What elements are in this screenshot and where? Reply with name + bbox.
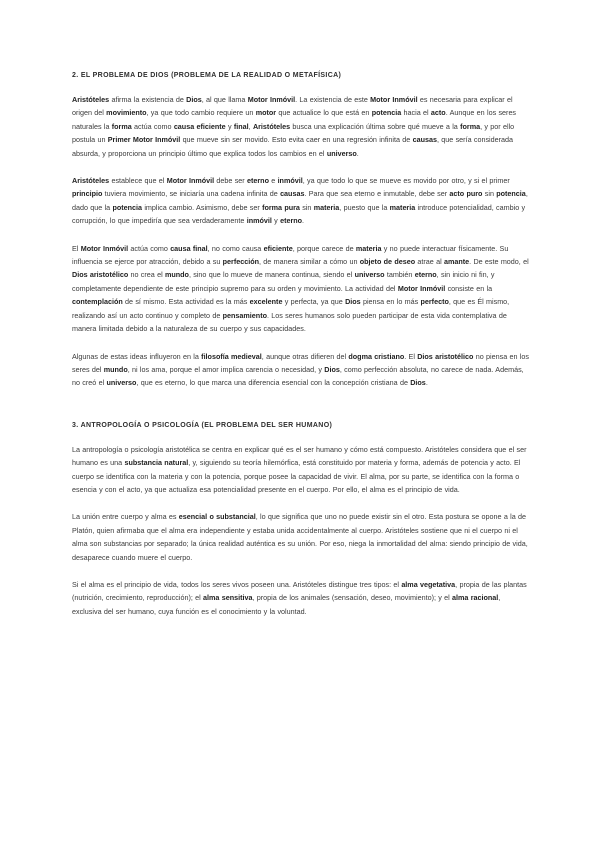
bold-term: Dios <box>186 95 202 104</box>
bold-term: universo <box>326 148 357 158</box>
section-3-heading: 3. ANTROPOLOGÍA O PSICOLOGÍA (EL PROBLEMA DEL SER HUMANO) <box>72 421 333 429</box>
bold-term: causas <box>412 135 437 145</box>
bold-term: perfección <box>222 257 259 267</box>
section-3-paragraph-1: La antropología o psicología aristotélica se centra en explicar qué es el ser humano y cómo está compuesto. Aristóteles considera que el ser humano es una substancia natural, y, siguiendo su teoría hilemórfica, está constituido por materia y forma, además de potencia y acto. El cuerpo se identifica con la materia y con la potencia, porque posee la capacidad de vivir. El alma, por su parte, se identifica con la forma o esencia y con el acto, ya que actualiza esa potencialidad presente en el cuerpo. Por ello, el alma es el principio de vida. <box>72 444 527 494</box>
bold-term: Aristóteles <box>72 176 110 186</box>
section-2-heading: 2. EL PROBLEMA DE DIOS (PROBLEMA DE LA REALIDAD O METAFÍSICA) <box>72 72 342 79</box>
bold-term: eterno <box>280 216 303 226</box>
bold-term: Dios aristotélico <box>72 270 129 280</box>
bold-term: eterno <box>247 176 269 186</box>
section-3-paragraph-3: Si el alma es el principio de vida, todos los seres vivos poseen una. Aristóteles distingue tres tipos: el alma vegetativa, propia de las plantas (nutrición, crecimiento, reproducción); el alma sensitiva, propia de los animales (sensación, deseo, movimiento); y el alma racional, exclusiva del ser humano, cuya función es el conocimiento y la voluntad. <box>72 579 527 616</box>
section-2-paragraph-4: Algunas de estas ideas influyeron en la filosofía medieval, aunque otras difieren del dogma cristiano. El Dios aristotélico no piensa en los seres del mundo, ni los ama, porque el amor implica carencia o necesidad, y Dios, como perfección absoluta, no carece de nada. Además, no creó el universo, que es eterno, lo que marca una diferencia esencial con la concepción cristiana de Dios. <box>72 351 529 388</box>
bold-term: filosofía medieval <box>201 351 262 361</box>
bold-term: Motor Inmóvil <box>80 243 129 253</box>
bold-term: principio <box>72 189 103 199</box>
bold-term: Motor Inmóvil <box>397 283 446 293</box>
bold-term: Dios aristotélico <box>417 351 474 361</box>
bold-term: movimiento <box>106 108 147 118</box>
bold-term: amante <box>443 257 470 267</box>
section-2-paragraph-2: Aristóteles establece que el Motor Inmóvil debe ser eterno e inmóvil, ya que todo lo que se mueve es movido por otro, y si el primer principio tuviera movimiento, se iniciaría una cadena infinita de causas. Para que sea eterno e inmutable, debe ser acto puro sin potencia, dado que la potencia implica cambio. Asimismo, debe ser forma pura sin materia, puesto que la materia introduce potencialidad, cambio y corrupción, lo que impediría que sea verdaderamente inmóvil y eterno. <box>72 176 528 226</box>
bold-term: universo <box>354 270 385 280</box>
section-3-paragraph-2: La unión entre cuerpo y alma es esencial o substancial, lo que significa que uno no puede existir sin el otro. Esta postura se opone a la de Platón, quien afirmaba que el alma era independiente y estaba unida accidentalmente al cuerpo. Aristóteles sostiene que ni el cuerpo ni el alma son substancias por separado; la única realidad auténtica es su unión. Por eso, niega la inmortalidad del alma: siendo principio de vida, desaparece cuando muere el cuerpo. <box>72 512 528 562</box>
bold-term: potencia <box>112 202 143 212</box>
bold-term: mundo <box>103 364 128 374</box>
bold-term: Aristóteles <box>72 95 110 104</box>
section-2-paragraph-1: Aristóteles afirma la existencia de Dios, al que llama Motor Inmóvil. La existencia de este Motor Inmóvil es necesaria para explicar el origen del movimiento, ya que todo cambio requiere un motor que actualice lo que está en potencia hacia el acto. Aunque en los seres naturales la forma actúa como causa eficiente y final, Aristóteles busca una explicación última sobre qué mueve a la forma, y por ello postula un Primer Motor Inmóvil que mueve sin ser movido. Esto evita caer en una regresión infinita de causas, que sería considerada absurda, y proporciona un principio último que explica todos los cambios en el universo. <box>72 95 517 158</box>
bold-term: potencia <box>496 189 526 199</box>
bold-term: acto puro <box>449 189 483 199</box>
bold-term: inmóvil <box>246 216 272 226</box>
bold-term: alma vegetativa <box>401 579 456 589</box>
bold-term: universo <box>106 378 137 388</box>
bold-term: Dios <box>410 378 426 388</box>
bold-term: motor <box>255 108 277 118</box>
bold-term: potencia <box>371 108 402 118</box>
bold-term: pensamiento <box>222 310 267 320</box>
bold-term: materia <box>389 202 416 212</box>
bold-term: causa eficiente <box>173 121 226 131</box>
bold-term: causa final <box>170 243 208 253</box>
bold-term: forma pura <box>262 202 300 212</box>
bold-term: perfecto <box>420 297 449 307</box>
bold-term: Aristóteles <box>252 121 291 131</box>
bold-term: alma racional <box>452 593 499 603</box>
bold-term: substancia natural <box>124 458 189 468</box>
bold-term: Primer Motor Inmóvil <box>107 135 181 145</box>
bold-term: mundo <box>164 270 189 280</box>
bold-term: materia <box>313 202 340 212</box>
bold-term: Motor Inmóvil <box>166 176 215 186</box>
bold-term: contemplación <box>72 297 123 307</box>
bold-term: Dios <box>345 297 361 307</box>
bold-term: Motor Inmóvil <box>370 95 418 104</box>
bold-term: Motor Inmóvil <box>247 95 296 104</box>
bold-term: Dios <box>324 364 340 374</box>
bold-term: forma <box>111 121 132 131</box>
bold-term: dogma cristiano <box>348 351 405 361</box>
bold-term: forma <box>460 121 481 131</box>
bold-term: alma sensitiva <box>203 593 253 603</box>
bold-term: final <box>233 121 249 131</box>
bold-term: objeto de deseo <box>359 257 416 267</box>
bold-term: materia <box>355 243 382 253</box>
bold-term: inmóvil <box>277 176 303 186</box>
section-2-paragraph-3: El Motor Inmóvil actúa como causa final, no como causa eficiente, porque carece de materia y no puede interactuar físicamente. Su influencia se ejerce por atracción, debido a su perfección, de manera similar a cómo un objeto de deseo atrae al amante. De este modo, el Dios aristotélico no crea el mundo, sino que lo mueve de manera continua, siendo el universo también eterno, sin inicio ni fin, y completamente dependiente de este principio supremo para su orden y movimiento. La actividad del Motor Inmóvil consiste en la contemplación de sí mismo. Esta actividad es la más excelente y perfecta, ya que Dios piensa en lo más perfecto, que es Él mismo, realizando así un acto continuo y completo de pensamiento. Los seres humanos solo pueden participar de esta vida contemplativa de manera limitada debido a la naturaleza de su cuerpo y sus capacidades. <box>72 243 529 334</box>
bold-term: causas <box>280 189 305 199</box>
bold-term: eficiente <box>263 243 293 253</box>
bold-term: eterno <box>414 270 437 280</box>
bold-term: acto <box>430 108 446 118</box>
bold-term: excelente <box>249 297 283 307</box>
bold-term: esencial o substancial <box>178 512 256 522</box>
